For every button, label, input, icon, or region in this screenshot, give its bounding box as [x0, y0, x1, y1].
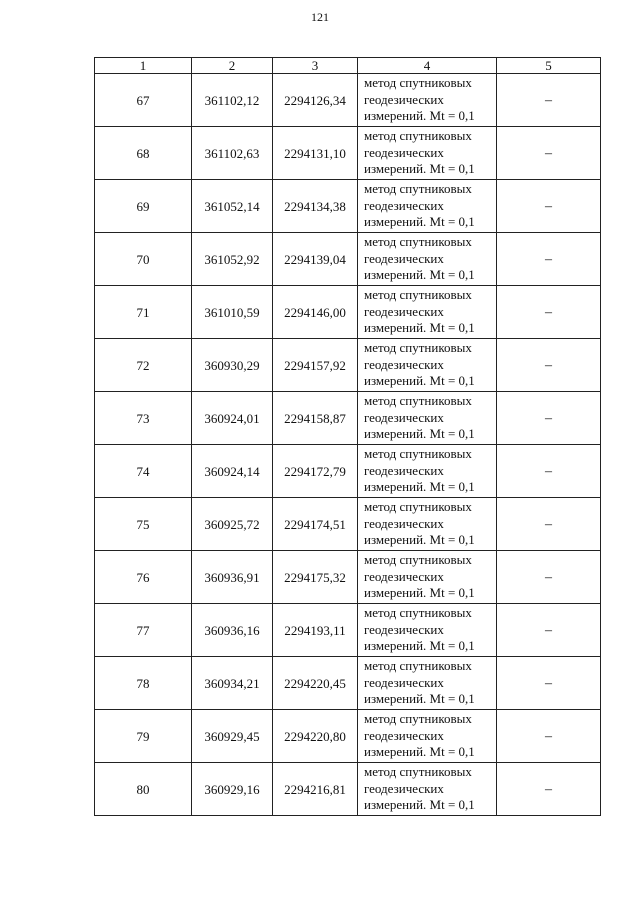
table-row [95, 551, 601, 604]
method-cell [358, 551, 497, 604]
header-col-1: 1 [95, 58, 192, 74]
method-line: геодезических [364, 409, 444, 425]
x-coordinate-cell: 361052,92 [192, 233, 273, 286]
note-cell: – [497, 551, 601, 604]
method-line: геодезических [364, 568, 444, 584]
method-line: геодезических [364, 727, 444, 743]
note-cell: – [497, 710, 601, 763]
method-line: измерений. Mt = 0,1 [364, 214, 475, 230]
y-coordinate-cell: 2294175,32 [273, 551, 358, 604]
x-coordinate-cell: 361102,12 [192, 74, 273, 127]
table-row [95, 445, 601, 498]
method-line: геодезических [364, 144, 444, 160]
method-line: метод спутниковых [364, 499, 472, 515]
method-line: метод спутниковых [364, 605, 472, 621]
x-coordinate-cell: 360924,01 [192, 392, 273, 445]
method-line: метод спутниковых [364, 340, 472, 356]
note-cell: – [497, 180, 601, 233]
method-line: геодезических [364, 356, 444, 372]
point-number-cell: 76 [95, 551, 192, 604]
table-row [95, 657, 601, 710]
point-number-cell: 71 [95, 286, 192, 339]
method-cell [358, 763, 497, 816]
method-line: измерений. Mt = 0,1 [364, 797, 475, 813]
x-coordinate-cell: 360930,29 [192, 339, 273, 392]
y-coordinate-cell: 2294220,45 [273, 657, 358, 710]
x-coordinate-cell: 360936,16 [192, 604, 273, 657]
table-row [95, 180, 601, 233]
y-coordinate-cell: 2294146,00 [273, 286, 358, 339]
table-row [95, 339, 601, 392]
x-coordinate-cell: 360929,16 [192, 763, 273, 816]
method-line: измерений. Mt = 0,1 [364, 691, 475, 707]
method-line: геодезических [364, 621, 444, 637]
method-line: метод спутниковых [364, 552, 472, 568]
y-coordinate-cell: 2294216,81 [273, 763, 358, 816]
method-line: геодезических [364, 197, 444, 213]
table-row [95, 604, 601, 657]
point-number-cell: 67 [95, 74, 192, 127]
method-line: метод спутниковых [364, 658, 472, 674]
y-coordinate-cell: 2294134,38 [273, 180, 358, 233]
table-row [95, 710, 601, 763]
header-col-4: 4 [358, 58, 497, 74]
note-cell: – [497, 127, 601, 180]
y-coordinate-cell: 2294157,92 [273, 339, 358, 392]
header-col-5: 5 [497, 58, 601, 74]
method-cell [358, 604, 497, 657]
method-cell [358, 127, 497, 180]
x-coordinate-cell: 360924,14 [192, 445, 273, 498]
method-line: метод спутниковых [364, 287, 472, 303]
point-number-cell: 79 [95, 710, 192, 763]
table-row [95, 74, 601, 127]
page-number: 121 [311, 10, 329, 24]
x-coordinate-cell: 360925,72 [192, 498, 273, 551]
method-line: метод спутниковых [364, 75, 472, 91]
y-coordinate-cell: 2294139,04 [273, 233, 358, 286]
method-line: измерений. Mt = 0,1 [364, 161, 475, 177]
point-number-cell: 80 [95, 763, 192, 816]
coordinates-table [94, 57, 601, 816]
x-coordinate-cell: 360934,21 [192, 657, 273, 710]
note-cell: – [497, 286, 601, 339]
method-cell [358, 233, 497, 286]
note-cell: – [497, 74, 601, 127]
method-line: измерений. Mt = 0,1 [364, 267, 475, 283]
point-number-cell: 73 [95, 392, 192, 445]
y-coordinate-cell: 2294174,51 [273, 498, 358, 551]
point-number-cell: 72 [95, 339, 192, 392]
method-line: метод спутниковых [364, 446, 472, 462]
y-coordinate-cell: 2294220,80 [273, 710, 358, 763]
method-line: геодезических [364, 515, 444, 531]
method-line: геодезических [364, 303, 444, 319]
point-number-cell: 68 [95, 127, 192, 180]
header-col-3: 3 [273, 58, 358, 74]
table-row [95, 392, 601, 445]
note-cell: – [497, 445, 601, 498]
point-number-cell: 77 [95, 604, 192, 657]
table-row [95, 286, 601, 339]
method-line: метод спутниковых [364, 711, 472, 727]
method-cell [358, 286, 497, 339]
table-row [95, 498, 601, 551]
table-row [95, 233, 601, 286]
point-number-cell: 75 [95, 498, 192, 551]
method-cell [358, 339, 497, 392]
method-line: измерений. Mt = 0,1 [364, 426, 475, 442]
note-cell: – [497, 763, 601, 816]
table-header [95, 58, 601, 74]
method-line: метод спутниковых [364, 234, 472, 250]
header-row [95, 58, 601, 74]
method-cell [358, 180, 497, 233]
method-line: метод спутниковых [364, 128, 472, 144]
table-row [95, 127, 601, 180]
note-cell: – [497, 498, 601, 551]
y-coordinate-cell: 2294131,10 [273, 127, 358, 180]
method-line: измерений. Mt = 0,1 [364, 744, 475, 760]
x-coordinate-cell: 360936,91 [192, 551, 273, 604]
note-cell: – [497, 604, 601, 657]
note-cell: – [497, 657, 601, 710]
method-cell [358, 498, 497, 551]
note-cell: – [497, 233, 601, 286]
method-cell [358, 74, 497, 127]
method-line: измерений. Mt = 0,1 [364, 479, 475, 495]
method-line: геодезических [364, 462, 444, 478]
x-coordinate-cell: 361052,14 [192, 180, 273, 233]
method-line: геодезических [364, 780, 444, 796]
note-cell: – [497, 339, 601, 392]
method-cell [358, 445, 497, 498]
method-cell [358, 710, 497, 763]
table-body [95, 74, 601, 816]
method-line: геодезических [364, 91, 444, 107]
method-line: метод спутниковых [364, 393, 472, 409]
y-coordinate-cell: 2294158,87 [273, 392, 358, 445]
note-cell: – [497, 392, 601, 445]
table-row [95, 763, 601, 816]
header-col-2: 2 [192, 58, 273, 74]
method-line: измерений. Mt = 0,1 [364, 108, 475, 124]
method-line: измерений. Mt = 0,1 [364, 320, 475, 336]
method-line: измерений. Mt = 0,1 [364, 532, 475, 548]
method-line: геодезических [364, 250, 444, 266]
y-coordinate-cell: 2294126,34 [273, 74, 358, 127]
method-line: метод спутниковых [364, 181, 472, 197]
point-number-cell: 69 [95, 180, 192, 233]
x-coordinate-cell: 361010,59 [192, 286, 273, 339]
point-number-cell: 78 [95, 657, 192, 710]
point-number-cell: 70 [95, 233, 192, 286]
x-coordinate-cell: 360929,45 [192, 710, 273, 763]
method-line: измерений. Mt = 0,1 [364, 638, 475, 654]
method-line: измерений. Mt = 0,1 [364, 585, 475, 601]
method-cell [358, 657, 497, 710]
y-coordinate-cell: 2294193,11 [273, 604, 358, 657]
y-coordinate-cell: 2294172,79 [273, 445, 358, 498]
x-coordinate-cell: 361102,63 [192, 127, 273, 180]
method-line: геодезических [364, 674, 444, 690]
point-number-cell: 74 [95, 445, 192, 498]
method-line: метод спутниковых [364, 764, 472, 780]
method-cell [358, 392, 497, 445]
method-line: измерений. Mt = 0,1 [364, 373, 475, 389]
